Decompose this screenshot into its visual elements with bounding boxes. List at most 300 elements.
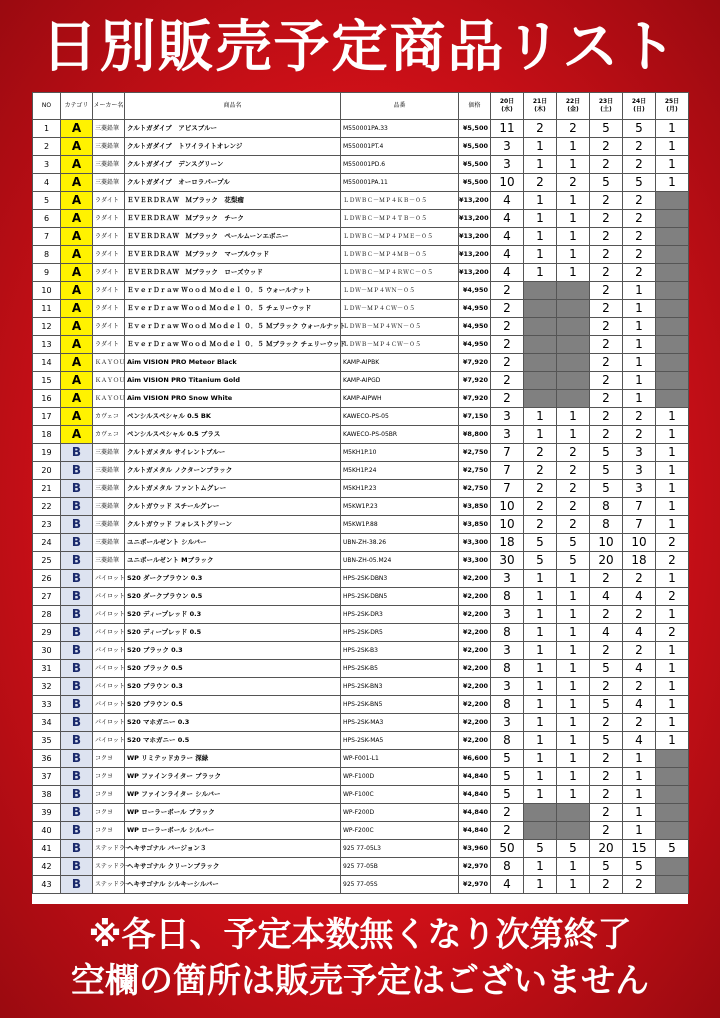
- qty-cell: 8: [491, 588, 524, 606]
- qty-cell: 1: [524, 138, 557, 156]
- qty-cell: 1: [524, 246, 557, 264]
- table-row: [33, 498, 689, 516]
- product-name: ＥｖｅｒＤｒａｗ Ｗｏｏｄ Ｍｏｄｅｌ ０．５ ウォールナット: [125, 282, 341, 300]
- product-price: ¥5,500: [459, 156, 491, 174]
- maker-name: パイロット: [93, 642, 125, 660]
- qty-cell-unavailable: [656, 246, 689, 264]
- table-row: [33, 228, 689, 246]
- table-row: [33, 390, 689, 408]
- product-price: ¥2,200: [459, 642, 491, 660]
- maker-name: パイロット: [93, 588, 125, 606]
- category-badge: B: [61, 498, 93, 516]
- qty-cell: 1: [524, 732, 557, 750]
- qty-cell: 1: [524, 588, 557, 606]
- product-price: ¥2,970: [459, 858, 491, 876]
- qty-cell: 3: [491, 606, 524, 624]
- row-number: 21: [33, 480, 61, 498]
- table-row: [33, 120, 689, 138]
- qty-cell: 1: [656, 696, 689, 714]
- qty-cell: 3: [491, 408, 524, 426]
- product-code: WP-F100D: [341, 768, 459, 786]
- qty-cell: 1: [623, 282, 656, 300]
- category-badge: A: [61, 300, 93, 318]
- qty-cell-unavailable: [656, 264, 689, 282]
- product-code: KAMP-AIPWH: [341, 390, 459, 408]
- category-badge: B: [61, 624, 93, 642]
- product-price: ¥13,200: [459, 246, 491, 264]
- maker-name: ラダイト: [93, 318, 125, 336]
- qty-cell: 10: [491, 174, 524, 192]
- product-price: ¥7,150: [459, 408, 491, 426]
- qty-cell: 4: [491, 210, 524, 228]
- row-number: 15: [33, 372, 61, 390]
- product-code: M5KH1P.23: [341, 480, 459, 498]
- qty-cell: 2: [590, 246, 623, 264]
- category-badge: B: [61, 552, 93, 570]
- table-row: [33, 210, 689, 228]
- qty-cell: 5: [491, 786, 524, 804]
- product-name: ヘキサゴナル バージョン３: [125, 840, 341, 858]
- qty-cell: 4: [491, 876, 524, 894]
- product-price: ¥2,970: [459, 876, 491, 894]
- qty-cell: 5: [590, 480, 623, 498]
- qty-cell: 2: [623, 570, 656, 588]
- qty-cell-unavailable: [656, 300, 689, 318]
- qty-cell: 1: [656, 516, 689, 534]
- product-code: WP-F200C: [341, 822, 459, 840]
- qty-cell-unavailable: [656, 228, 689, 246]
- qty-cell: 4: [491, 264, 524, 282]
- row-number: 8: [33, 246, 61, 264]
- qty-cell: 5: [590, 462, 623, 480]
- qty-cell-unavailable: [557, 336, 590, 354]
- qty-cell: 50: [491, 840, 524, 858]
- qty-cell: 2: [524, 516, 557, 534]
- table-row: [33, 354, 689, 372]
- maker-name: ラダイト: [93, 210, 125, 228]
- qty-cell: 2: [623, 642, 656, 660]
- row-number: 26: [33, 570, 61, 588]
- qty-cell: 2: [491, 282, 524, 300]
- table-row: [33, 714, 689, 732]
- row-number: 28: [33, 606, 61, 624]
- qty-cell: 7: [491, 444, 524, 462]
- product-code: HPS-2SK-DR5: [341, 624, 459, 642]
- qty-cell: 15: [623, 840, 656, 858]
- qty-cell: 2: [557, 516, 590, 534]
- qty-cell: 10: [623, 534, 656, 552]
- table-row: [33, 246, 689, 264]
- qty-cell: 1: [623, 372, 656, 390]
- maker-name: パイロット: [93, 570, 125, 588]
- qty-cell: 2: [656, 624, 689, 642]
- qty-cell: 1: [557, 624, 590, 642]
- qty-cell: 1: [557, 642, 590, 660]
- row-number: 42: [33, 858, 61, 876]
- qty-cell: 1: [557, 210, 590, 228]
- qty-cell: 8: [590, 516, 623, 534]
- qty-cell: 1: [656, 408, 689, 426]
- qty-cell: 2: [524, 444, 557, 462]
- table-row: [33, 516, 689, 534]
- product-price: ¥3,850: [459, 498, 491, 516]
- product-price: ¥2,200: [459, 660, 491, 678]
- qty-cell: 1: [557, 732, 590, 750]
- category-badge: A: [61, 210, 93, 228]
- qty-cell: 5: [491, 750, 524, 768]
- qty-cell: 1: [656, 570, 689, 588]
- category-badge: A: [61, 282, 93, 300]
- maker-name: 三菱鉛筆: [93, 552, 125, 570]
- qty-cell: 2: [557, 444, 590, 462]
- row-number: 12: [33, 318, 61, 336]
- qty-cell: 3: [491, 426, 524, 444]
- qty-cell: 3: [491, 138, 524, 156]
- row-number: 2: [33, 138, 61, 156]
- category-badge: B: [61, 786, 93, 804]
- qty-cell: 7: [623, 516, 656, 534]
- product-name: ＥＶＥＲＤＲＡＷ Ｍブラック マーブルウッド: [125, 246, 341, 264]
- category-badge: A: [61, 138, 93, 156]
- row-number: 18: [33, 426, 61, 444]
- qty-cell: 4: [623, 660, 656, 678]
- qty-cell: 2: [623, 138, 656, 156]
- product-price: ¥7,920: [459, 372, 491, 390]
- qty-cell: 4: [590, 588, 623, 606]
- qty-cell-unavailable: [557, 318, 590, 336]
- qty-cell: 2: [590, 300, 623, 318]
- category-badge: A: [61, 246, 93, 264]
- row-number: 22: [33, 498, 61, 516]
- row-number: 39: [33, 804, 61, 822]
- product-table-sheet: [32, 92, 688, 904]
- qty-cell: 2: [557, 480, 590, 498]
- product-code: 925 77-05S: [341, 876, 459, 894]
- qty-cell: 5: [491, 768, 524, 786]
- qty-cell: 1: [656, 606, 689, 624]
- product-price: ¥2,750: [459, 444, 491, 462]
- product-code: ＬＤＷＢ－ＭＰ４ＣＷ－０５: [341, 336, 459, 354]
- maker-name: ＫＡＹＯＵ: [93, 354, 125, 372]
- product-price: ¥4,840: [459, 768, 491, 786]
- qty-cell: 1: [623, 822, 656, 840]
- maker-name: ラダイト: [93, 282, 125, 300]
- maker-name: ラダイト: [93, 336, 125, 354]
- qty-cell: 2: [623, 876, 656, 894]
- product-price: ¥4,840: [459, 786, 491, 804]
- row-number: 19: [33, 444, 61, 462]
- qty-cell: 1: [524, 750, 557, 768]
- product-name: WP ファインライター シルバー: [125, 786, 341, 804]
- qty-cell: 2: [491, 336, 524, 354]
- qty-cell: 1: [623, 768, 656, 786]
- product-code: ＬＤＷＢ－ＭＰ４ＷＮ－０５: [341, 318, 459, 336]
- row-number: 13: [33, 336, 61, 354]
- category-badge: B: [61, 642, 93, 660]
- qty-cell: 20: [590, 840, 623, 858]
- maker-name: ラダイト: [93, 264, 125, 282]
- qty-cell: 2: [524, 174, 557, 192]
- category-badge: A: [61, 174, 93, 192]
- qty-cell: 1: [557, 426, 590, 444]
- qty-cell: 1: [557, 192, 590, 210]
- table-row: [33, 264, 689, 282]
- maker-name: 三菱鉛筆: [93, 444, 125, 462]
- row-number: 34: [33, 714, 61, 732]
- category-badge: B: [61, 876, 93, 894]
- row-number: 4: [33, 174, 61, 192]
- category-badge: B: [61, 822, 93, 840]
- qty-cell: 1: [656, 642, 689, 660]
- product-price: ¥4,950: [459, 282, 491, 300]
- category-badge: B: [61, 534, 93, 552]
- maker-name: 三菱鉛筆: [93, 156, 125, 174]
- qty-cell: 10: [491, 516, 524, 534]
- qty-cell: 30: [491, 552, 524, 570]
- row-number: 37: [33, 768, 61, 786]
- maker-name: 三菱鉛筆: [93, 480, 125, 498]
- qty-cell: 5: [524, 534, 557, 552]
- header-day-21: 21日 (木): [524, 93, 557, 120]
- qty-cell-unavailable: [557, 372, 590, 390]
- maker-name: パイロット: [93, 732, 125, 750]
- product-name: S20 マホガニー 0.3: [125, 714, 341, 732]
- qty-cell: 2: [590, 876, 623, 894]
- qty-cell: 4: [623, 624, 656, 642]
- qty-cell: 1: [524, 426, 557, 444]
- qty-cell-unavailable: [656, 192, 689, 210]
- product-name: ユニボールゼント Mブラック: [125, 552, 341, 570]
- category-badge: B: [61, 804, 93, 822]
- qty-cell: 1: [524, 714, 557, 732]
- product-code: M5KH1P.10: [341, 444, 459, 462]
- qty-cell: 2: [590, 642, 623, 660]
- row-number: 10: [33, 282, 61, 300]
- maker-name: ラダイト: [93, 228, 125, 246]
- qty-cell-unavailable: [557, 300, 590, 318]
- qty-cell: 1: [557, 570, 590, 588]
- qty-cell: 5: [590, 858, 623, 876]
- product-name: ＥＶＥＲＤＲＡＷ Ｍブラック ペールムーンエボニー: [125, 228, 341, 246]
- product-price: ¥13,200: [459, 264, 491, 282]
- qty-cell-unavailable: [524, 300, 557, 318]
- qty-cell: 4: [491, 228, 524, 246]
- table-row: [33, 678, 689, 696]
- product-code: HPS-2SK-BN5: [341, 696, 459, 714]
- qty-cell: 1: [524, 210, 557, 228]
- product-name: ユニボールゼント シルバー: [125, 534, 341, 552]
- table-row: [33, 372, 689, 390]
- product-code: KAWECO-PS-05: [341, 408, 459, 426]
- product-code: 925 77-05B: [341, 858, 459, 876]
- qty-cell: 2: [557, 174, 590, 192]
- header-day-24: 24日 (日): [623, 93, 656, 120]
- qty-cell: 2: [590, 264, 623, 282]
- qty-cell: 2: [623, 192, 656, 210]
- table-row: [33, 480, 689, 498]
- qty-cell-unavailable: [656, 210, 689, 228]
- product-name: S20 ブラック 0.5: [125, 660, 341, 678]
- product-code: ＬＤＷ－ＭＰ４ＣＷ－０５: [341, 300, 459, 318]
- qty-cell: 2: [491, 372, 524, 390]
- table-row: [33, 534, 689, 552]
- qty-cell: 2: [656, 552, 689, 570]
- table-row: [33, 606, 689, 624]
- qty-cell: 1: [557, 138, 590, 156]
- product-name: S20 ダークブラウン 0.3: [125, 570, 341, 588]
- qty-cell: 10: [590, 534, 623, 552]
- table-row: [33, 840, 689, 858]
- maker-name: カヴェコ: [93, 408, 125, 426]
- qty-cell: 2: [590, 606, 623, 624]
- product-name: ＥＶＥＲＤＲＡＷ Ｍブラック ローズウッド: [125, 264, 341, 282]
- qty-cell: 3: [623, 462, 656, 480]
- qty-cell-unavailable: [656, 786, 689, 804]
- product-price: ¥7,920: [459, 354, 491, 372]
- maker-name: パイロット: [93, 696, 125, 714]
- table-row: [33, 858, 689, 876]
- header-name: 商品名: [125, 93, 341, 120]
- maker-name: ラダイト: [93, 246, 125, 264]
- qty-cell: 2: [557, 498, 590, 516]
- row-number: 41: [33, 840, 61, 858]
- qty-cell: 1: [656, 498, 689, 516]
- product-code: ＬＤＷＢＣ－ＭＰ４ＲＷＣ－０５: [341, 264, 459, 282]
- row-number: 7: [33, 228, 61, 246]
- table-header-row: [33, 93, 689, 120]
- category-badge: A: [61, 318, 93, 336]
- product-code: HPS-2SK-B3: [341, 642, 459, 660]
- qty-cell-unavailable: [557, 804, 590, 822]
- qty-cell: 20: [590, 552, 623, 570]
- qty-cell: 2: [590, 390, 623, 408]
- row-number: 5: [33, 192, 61, 210]
- row-number: 35: [33, 732, 61, 750]
- qty-cell: 1: [557, 408, 590, 426]
- qty-cell: 1: [623, 804, 656, 822]
- qty-cell: 5: [623, 120, 656, 138]
- product-name: クルトガダイブ オーロラパープル: [125, 174, 341, 192]
- qty-cell: 2: [623, 678, 656, 696]
- product-name: ＥＶＥＲＤＲＡＷ Ｍブラック 花梨瘤: [125, 192, 341, 210]
- product-name: ＥｖｅｒＤｒａｗ Ｗｏｏｄ Ｍｏｄｅｌ ０．５ チェリーウッド: [125, 300, 341, 318]
- category-badge: B: [61, 696, 93, 714]
- header-day-22: 22日 (金): [557, 93, 590, 120]
- category-badge: B: [61, 606, 93, 624]
- product-price: ¥13,200: [459, 228, 491, 246]
- maker-name: 三菱鉛筆: [93, 516, 125, 534]
- category-badge: B: [61, 732, 93, 750]
- qty-cell-unavailable: [524, 390, 557, 408]
- maker-name: パイロット: [93, 660, 125, 678]
- qty-cell: 1: [656, 120, 689, 138]
- product-code: UBN-ZH-38.26: [341, 534, 459, 552]
- product-code: KAMP-AIPBK: [341, 354, 459, 372]
- qty-cell: 1: [557, 678, 590, 696]
- product-price: ¥3,300: [459, 534, 491, 552]
- row-number: 1: [33, 120, 61, 138]
- product-code: M55000​1PT.4: [341, 138, 459, 156]
- product-name: クルトガウッド スチールグレー: [125, 498, 341, 516]
- category-badge: B: [61, 462, 93, 480]
- product-code: HPS-2SK-MA5: [341, 732, 459, 750]
- qty-cell: 1: [623, 318, 656, 336]
- table-row: [33, 408, 689, 426]
- row-number: 9: [33, 264, 61, 282]
- product-price: ¥2,200: [459, 696, 491, 714]
- table-row: [33, 336, 689, 354]
- product-price: ¥2,200: [459, 624, 491, 642]
- row-number: 36: [33, 750, 61, 768]
- qty-cell: 5: [524, 840, 557, 858]
- category-badge: B: [61, 444, 93, 462]
- qty-cell: 1: [524, 570, 557, 588]
- product-name: S20 ブラック 0.3: [125, 642, 341, 660]
- qty-cell: 5: [590, 732, 623, 750]
- row-number: 38: [33, 786, 61, 804]
- qty-cell: 2: [623, 606, 656, 624]
- row-number: 11: [33, 300, 61, 318]
- qty-cell: 1: [524, 624, 557, 642]
- qty-cell: 2: [524, 480, 557, 498]
- qty-cell-unavailable: [557, 282, 590, 300]
- product-code: M55000​1PD.6: [341, 156, 459, 174]
- maker-name: ＫＡＹＯＵ: [93, 372, 125, 390]
- maker-name: 三菱鉛筆: [93, 120, 125, 138]
- product-name: ヘキサゴナル クリーンブラック: [125, 858, 341, 876]
- row-number: 20: [33, 462, 61, 480]
- qty-cell: 5: [590, 444, 623, 462]
- qty-cell: 1: [623, 300, 656, 318]
- maker-name: カヴェコ: [93, 426, 125, 444]
- qty-cell: 2: [623, 426, 656, 444]
- qty-cell: 1: [557, 714, 590, 732]
- maker-name: ＫＡＹＯＵ: [93, 390, 125, 408]
- qty-cell-unavailable: [656, 372, 689, 390]
- category-badge: A: [61, 228, 93, 246]
- table-row: [33, 732, 689, 750]
- qty-cell-unavailable: [656, 858, 689, 876]
- product-code: WP-F001-L1: [341, 750, 459, 768]
- product-price: ¥2,200: [459, 732, 491, 750]
- table-row: [33, 282, 689, 300]
- qty-cell: 2: [590, 786, 623, 804]
- qty-cell-unavailable: [656, 768, 689, 786]
- qty-cell: 18: [623, 552, 656, 570]
- product-price: ¥13,200: [459, 192, 491, 210]
- qty-cell: 1: [656, 660, 689, 678]
- table-row: [33, 444, 689, 462]
- product-name: S20 ディープレッド 0.5: [125, 624, 341, 642]
- qty-cell: 4: [623, 732, 656, 750]
- qty-cell: 2: [590, 156, 623, 174]
- qty-cell-unavailable: [656, 750, 689, 768]
- qty-cell-unavailable: [557, 822, 590, 840]
- product-price: ¥3,960: [459, 840, 491, 858]
- qty-cell: 1: [524, 606, 557, 624]
- qty-cell: 1: [557, 786, 590, 804]
- maker-name: ラダイト: [93, 192, 125, 210]
- maker-name: 三菱鉛筆: [93, 174, 125, 192]
- qty-cell: 3: [491, 642, 524, 660]
- product-name: クルトガダイブ デンスグリーン: [125, 156, 341, 174]
- qty-cell: 2: [524, 498, 557, 516]
- product-name: クルトガウッド フォレストグリーン: [125, 516, 341, 534]
- qty-cell: 5: [557, 552, 590, 570]
- qty-cell-unavailable: [524, 318, 557, 336]
- product-price: ¥5,500: [459, 120, 491, 138]
- qty-cell: 2: [623, 714, 656, 732]
